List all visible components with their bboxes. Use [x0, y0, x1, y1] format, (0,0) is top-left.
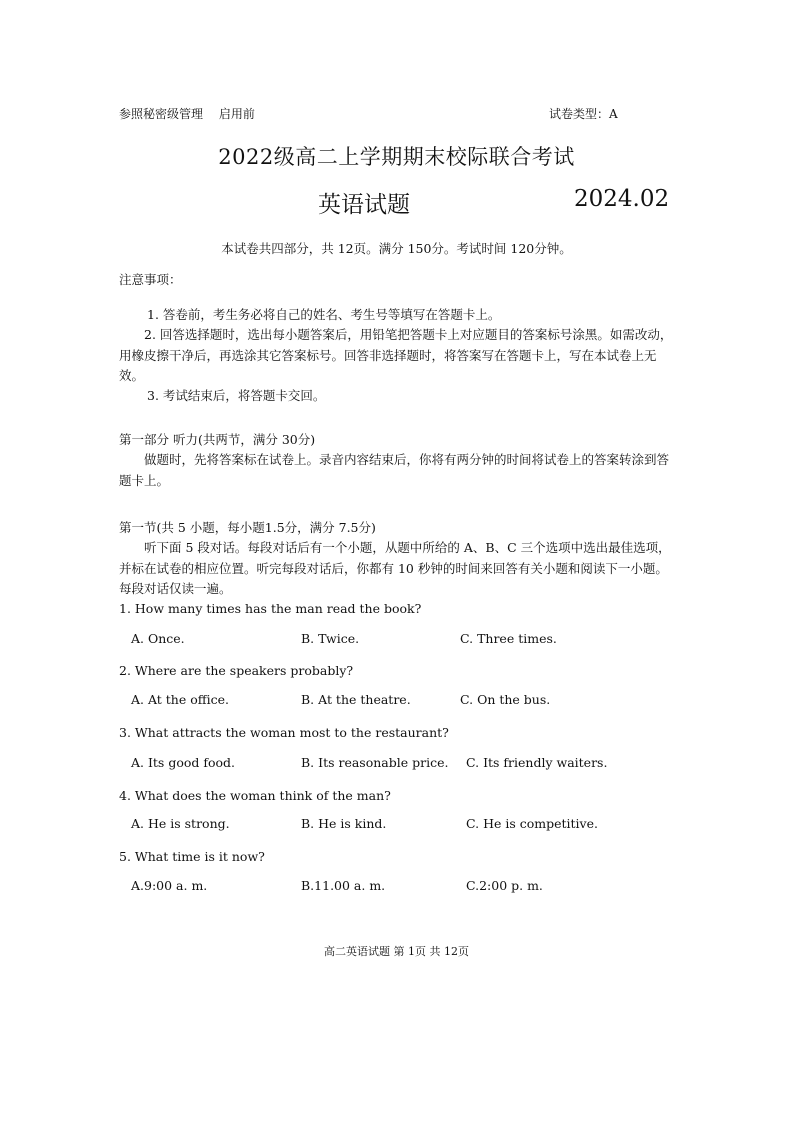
confidentiality-label: 参照秘密级管理 启用前 [119, 107, 255, 121]
part1-instruction: 做题时，先将答案标在试卷上。录音内容结束后，你将有两分钟的时间将试卷上的答案转涂到答题卡上。 [119, 452, 670, 488]
subject-title: 英语试题 [318, 192, 410, 218]
q2-option-a: A. At the office. [131, 692, 229, 707]
question-3: 3. What attracts the woman most to the restaurant? [119, 725, 449, 740]
part1-heading: 第一部分 听力(共两节，满分 30分) [119, 432, 316, 447]
question-4: 4. What does the woman think of the man? [119, 788, 391, 803]
question-5: 5. What time is it now? [119, 849, 265, 864]
notice-item-2: 2. 回答选择题时，选出每小题答案后，用铅笔把答题卡上对应题目的答案标号涂黑。如需改动，用橡皮擦干净后，再选涂其它答案标号。回答非选择题时，将答案写在答题卡上，写在本试卷上无效。 [119, 327, 673, 383]
exam-title: 2022级高二上学期期末校际联合考试 [218, 145, 575, 169]
notice-heading: 注意事项： [119, 272, 182, 287]
paper-type-label: 试卷类型：A [549, 107, 618, 121]
q3-option-b: B. Its reasonable price. [301, 755, 449, 770]
q4-option-b: B. He is kind. [301, 816, 387, 831]
q1-option-b: B. Twice. [301, 631, 360, 646]
exam-date: 2024.02 [574, 186, 670, 212]
q4-option-c: C. He is competitive. [466, 816, 598, 831]
q5-option-b: B.11.00 a. m. [301, 878, 386, 893]
q2-option-b: B. At the theatre. [301, 692, 411, 707]
notice-item-1: 1. 答卷前，考生务必将自己的姓名、考生号等填写在答题卡上。 [147, 307, 501, 322]
q3-option-a: A. Its good food. [131, 755, 236, 770]
q1-option-c: C. Three times. [460, 631, 557, 646]
page-footer: 高二英语试题 第 1页 共 12页 [324, 945, 469, 958]
q3-option-c: C. Its friendly waiters. [466, 755, 608, 770]
section1-heading: 第一节(共 5 小题，每小题1.5分，满分 7.5分) [119, 520, 376, 535]
q1-option-a: A. Once. [131, 631, 185, 646]
exam-intro: 本试卷共四部分，共 12页。满分 150分。考试时间 120分钟。 [221, 241, 572, 256]
section1-instruction: 听下面 5 段对话。每段对话后有一个小题，从题中所给的 A、B、C 三个选项中选出最佳选项，并标在试卷的相应位置。听完每段对话后，你都有 10 秒钟的时间来回答有关小题和阅读下一小题。每段对话仅读一遍。 [119, 540, 671, 596]
question-1: 1. How many times has the man read the book? [119, 601, 422, 616]
q5-option-c: C.2:00 p. m. [466, 878, 543, 893]
q5-option-a: A.9:00 a. m. [131, 878, 208, 893]
q4-option-a: A. He is strong. [131, 816, 230, 831]
q2-option-c: C. On the bus. [460, 692, 551, 707]
question-2: 2. Where are the speakers probably? [119, 663, 354, 678]
notice-item-3: 3. 考试结束后，将答题卡交回。 [147, 388, 326, 403]
